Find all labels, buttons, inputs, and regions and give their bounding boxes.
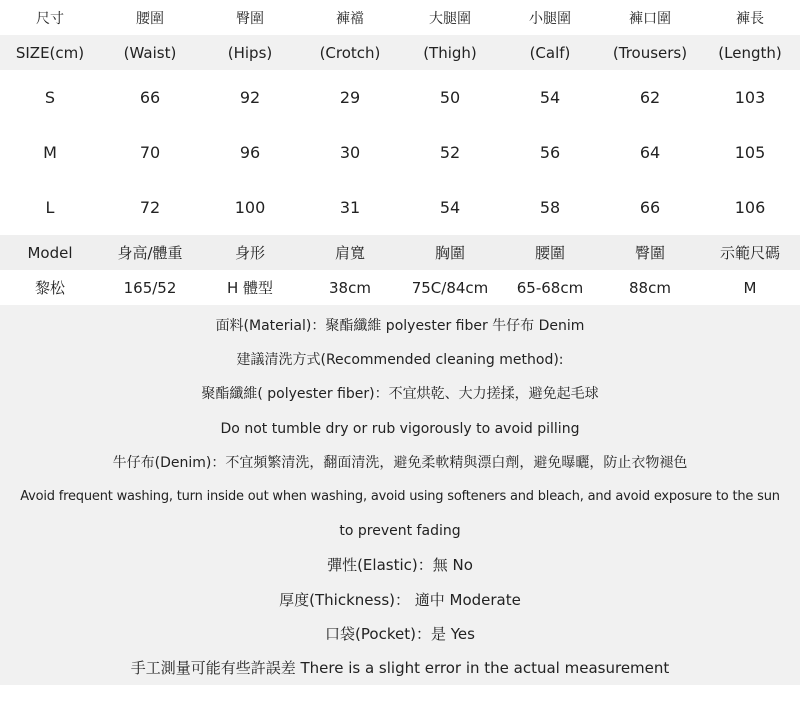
size-cell: 54 xyxy=(539,88,561,107)
polyester-care-note-en: Do not tumble dry or rub vigorously to avoid pilling xyxy=(220,420,580,437)
size-header-en-cell: SIZE(cm) xyxy=(15,43,85,62)
size-header-en-row xyxy=(0,35,800,70)
size-header-zh-cell: 大腿圍 xyxy=(429,10,471,27)
size-header-zh-cell: 褲口圍 xyxy=(629,10,671,27)
model-header-cell: 胸圍 xyxy=(434,244,465,262)
size-cell: 100 xyxy=(234,198,266,217)
model-cell: 38cm xyxy=(329,278,371,297)
size-header-zh-cell: 尺寸 xyxy=(36,10,64,27)
denim-care-note-en-cont: to prevent fading xyxy=(339,523,461,540)
denim-care-note-zh: 牛仔布(Denim)：不宜頻繁清洗，翻面清洗，避免柔軟精與漂白劑，避免曝曬，防止衣物褪色 xyxy=(112,454,688,471)
size-cell: 96 xyxy=(239,143,261,162)
size-header-zh-cell: 臀圍 xyxy=(236,10,264,27)
model-cell: 88cm xyxy=(629,278,671,297)
size-header-en-cell: (Calf) xyxy=(529,43,571,62)
size-row-m xyxy=(0,125,800,180)
model-header-cell: 身高/體重 xyxy=(117,244,183,262)
size-header-en-cell: (Hips) xyxy=(227,43,273,62)
model-cell: H 體型 xyxy=(226,279,274,297)
size-row-s xyxy=(0,70,800,125)
size-header-zh-cell: 褲長 xyxy=(736,10,764,27)
size-cell: 54 xyxy=(439,198,461,217)
size-header-en-cell: (Waist) xyxy=(123,43,177,62)
size-header-en-cell: (Crotch) xyxy=(319,43,381,62)
size-header-zh-cell: 小腿圍 xyxy=(529,10,571,27)
model-header-cell: 身形 xyxy=(234,244,265,262)
model-data-row xyxy=(0,270,800,305)
size-cell: 50 xyxy=(439,88,461,107)
material-note: 面料(Material)：聚酯纖維 polyester fiber 牛仔布 Denim xyxy=(215,318,585,334)
denim-care-note-en: Avoid frequent washing, turn inside out when washing, avoid using softeners and bleach, and avoid exposure to the sun xyxy=(20,488,780,504)
size-cell: L xyxy=(45,198,55,217)
size-cell: 103 xyxy=(734,88,766,107)
size-header-zh-cell: 褲襠 xyxy=(336,10,364,27)
model-cell: 75C/84cm xyxy=(411,278,489,297)
size-cell: 92 xyxy=(239,88,261,107)
size-cell: 64 xyxy=(639,143,661,162)
size-cell: 105 xyxy=(734,143,766,162)
size-cell: 70 xyxy=(139,143,161,162)
size-cell: 66 xyxy=(639,198,661,217)
size-header-en-cell: (Trousers) xyxy=(612,43,688,62)
size-header-zh-cell: 腰圍 xyxy=(136,10,164,27)
size-cell: 56 xyxy=(539,143,561,162)
model-header-cell: 肩寬 xyxy=(334,244,365,262)
pocket-note: 口袋(Pocket)：是 Yes xyxy=(325,624,475,643)
size-cell: 29 xyxy=(339,88,361,107)
size-cell: 62 xyxy=(639,88,661,107)
model-header-cell: Model xyxy=(27,243,73,262)
size-cell: 30 xyxy=(339,143,361,162)
cleaning-method-heading: 建議清洗方式(Recommended cleaning method): xyxy=(236,352,564,369)
model-header-cell: 臀圍 xyxy=(634,244,665,262)
model-cell: 165/52 xyxy=(123,278,177,297)
size-cell: 58 xyxy=(539,198,561,217)
size-cell: 52 xyxy=(439,143,461,162)
model-header-cell: 腰圍 xyxy=(534,244,565,262)
model-cell: 黎松 xyxy=(34,279,65,297)
size-cell: S xyxy=(44,88,56,107)
model-header-row xyxy=(0,235,800,270)
measurement-disclaimer: 手工測量可能有些許誤差 There is a slight error in the actual measurement xyxy=(130,658,670,677)
model-cell: 65-68cm xyxy=(516,278,584,297)
thickness-note: 厚度(Thickness)： 適中 Moderate xyxy=(279,590,521,609)
size-row-l xyxy=(0,180,800,235)
size-header-en-cell: (Thigh) xyxy=(423,43,477,62)
size-header-zh-row xyxy=(0,0,800,35)
size-cell: 72 xyxy=(139,198,161,217)
polyester-care-note-zh: 聚酯纖維( polyester fiber)：不宜烘乾、大力搓揉，避免起毛球 xyxy=(201,386,599,403)
model-header-cell: 示範尺碼 xyxy=(719,244,780,262)
elastic-note: 彈性(Elastic)：無 No xyxy=(327,556,473,575)
size-cell: M xyxy=(43,143,57,162)
size-cell: 106 xyxy=(734,198,766,217)
care-notes-panel xyxy=(0,305,800,685)
size-header-en-cell: (Length) xyxy=(718,43,782,62)
size-cell: 66 xyxy=(139,88,161,107)
size-cell: 31 xyxy=(339,198,361,217)
model-cell: M xyxy=(743,278,757,297)
